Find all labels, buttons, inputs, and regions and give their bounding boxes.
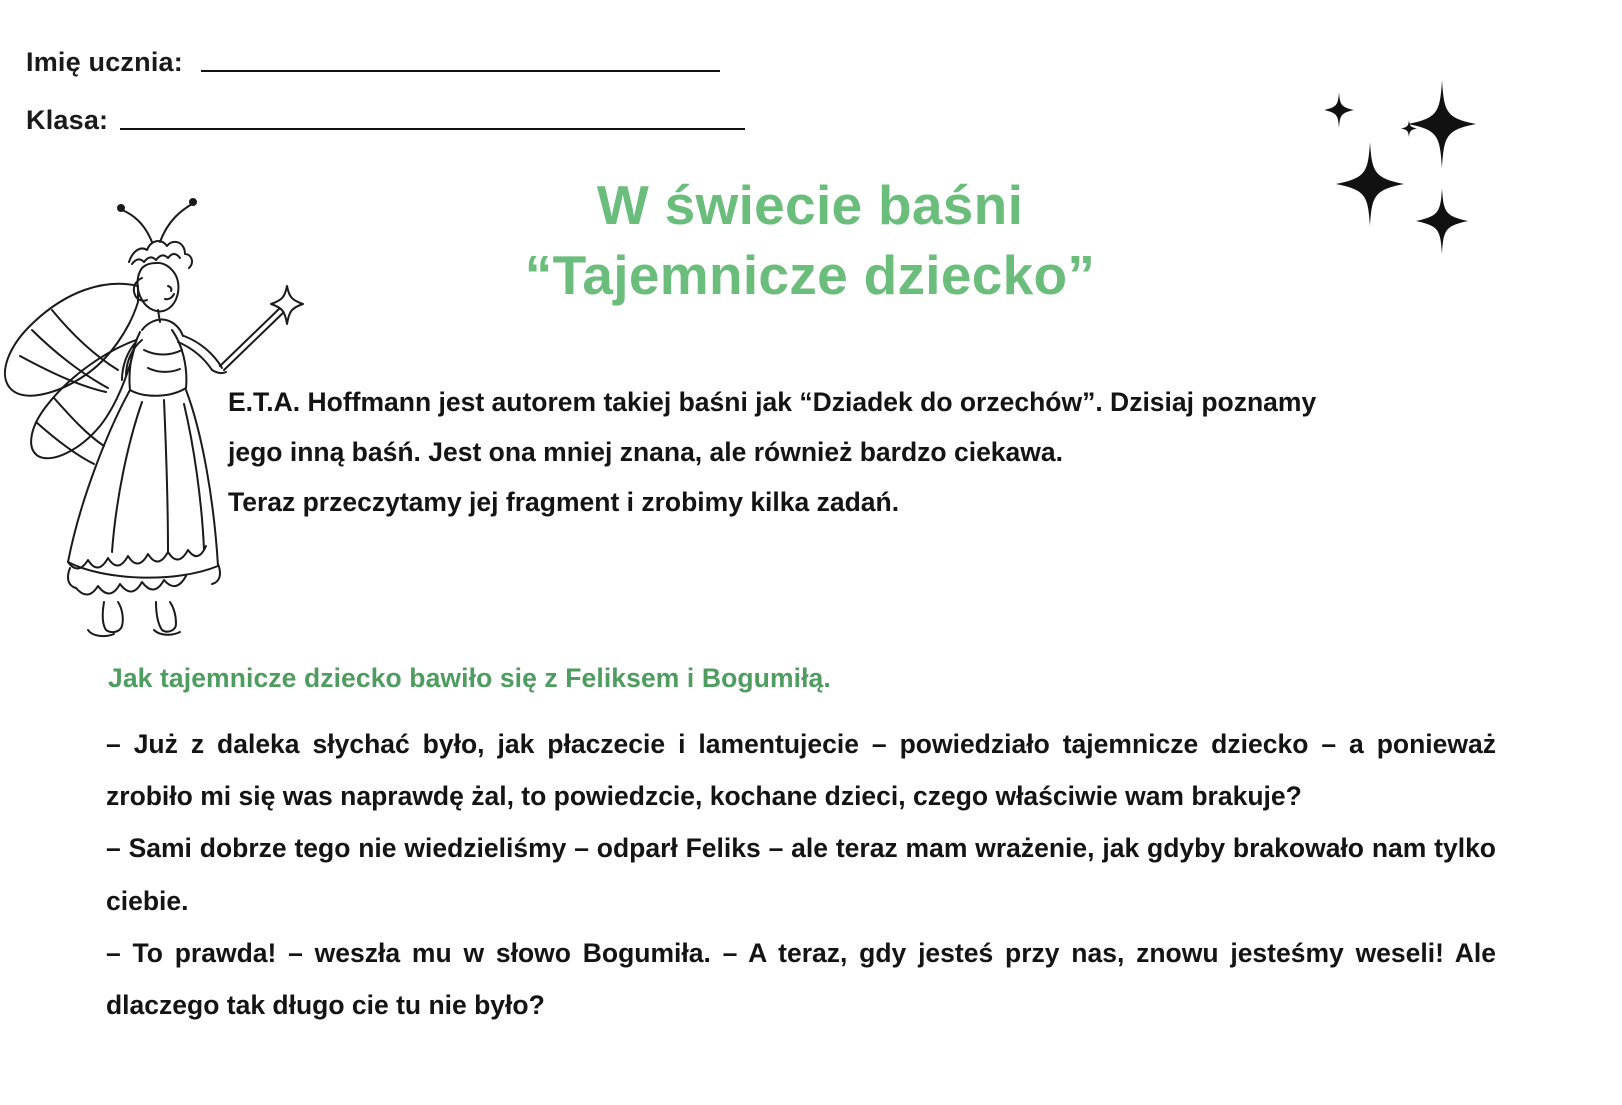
story-paragraph: – Sami dobrze tego nie wiedzieliśmy – odparł Feliks – ale teraz mam wrażenie, jak gdyby brakowało nam tylko ciebie. xyxy=(106,833,1496,916)
class-input-line[interactable] xyxy=(120,128,745,130)
task-heading: Jak tajemnicze dziecko bawiło się z Feliksem i Bogumiłą. xyxy=(108,663,831,693)
page-title-line-2: “Tajemnicze dziecko” xyxy=(524,244,1096,307)
intro-paragraph xyxy=(228,378,1538,527)
page-title xyxy=(330,170,1290,311)
intro-line-3: Teraz przeczytamy jej fragment i zrobimy kilka zadań. xyxy=(228,486,900,517)
student-fields xyxy=(26,34,846,138)
intro-line-1: E.T.A. Hoffmann jest autorem takiej baśni jak “Dziadek do orzechów”. Dzisiaj poznamy xyxy=(228,387,1317,417)
student-name-input-line[interactable] xyxy=(201,70,720,72)
field-row-class xyxy=(26,92,846,138)
sparkles-icon xyxy=(1312,62,1502,262)
class-label: Klasa: xyxy=(26,105,109,135)
story-paragraph: – Już z daleka słychać było, jak płaczecie i lamentujecie – powiedziało tajemnicze dziecko – a ponieważ zrobiło mi się was naprawdę żal, to powiedzcie, kochane dzieci, czego właściwie wam brakuje? xyxy=(106,729,1496,812)
page-title-line-1: W świecie baśni xyxy=(596,174,1024,236)
intro-line-2: jego inną baśń. Jest ona mniej znana, ale również bardzo ciekawa. xyxy=(228,436,1063,467)
story-paragraph: – To prawda! – weszła mu w słowo Bogumiła. – A teraz, gdy jesteś przy nas, znowu jesteśmy weseli! Ale dlaczego tak długo cie tu nie było? xyxy=(106,937,1496,1021)
story-text xyxy=(106,718,1496,1031)
student-name-label: Imię ucznia: xyxy=(26,47,183,77)
field-row-student-name xyxy=(26,34,846,80)
